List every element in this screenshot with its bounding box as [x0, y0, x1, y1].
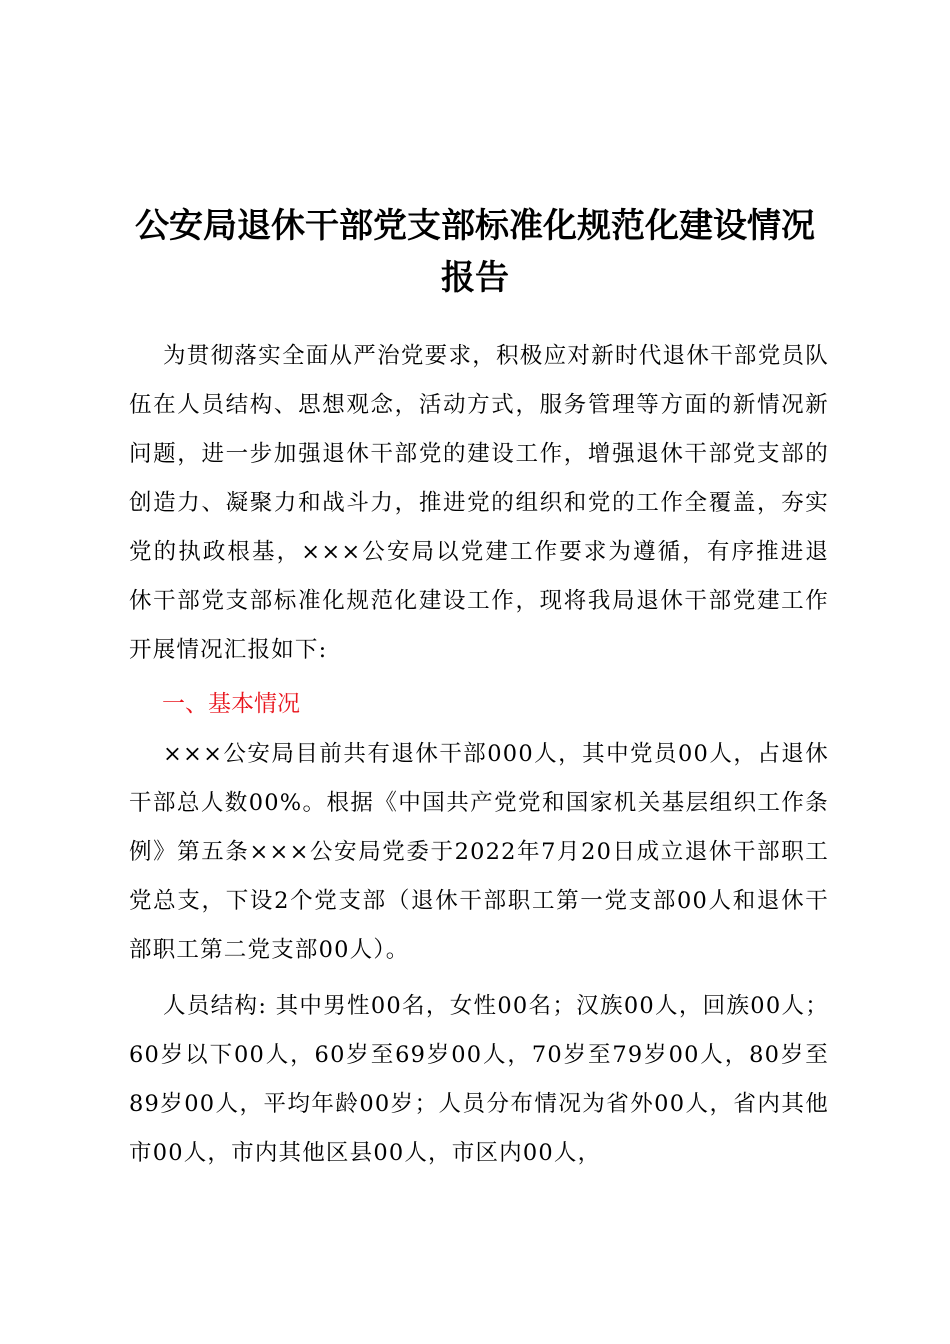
- title-line-1: 公安局退休干部党支部标准化规范化建设情况: [135, 206, 815, 246]
- intro-block: [129, 332, 829, 675]
- title-line-2: 报告: [441, 258, 509, 298]
- section-heading-basic-info: 一、基本情况: [162, 691, 300, 717]
- section1-block-2: [129, 982, 829, 1178]
- section1-paragraph-1: ×××公安局目前共有退休干部000人，其中党员00人，占退休干部总人数00%。根据《中国共产党党和国家机关基层组织工作条例》第五条×××公安局党委于2022年7月20日成立退休干部职工党总支，下设2个党支部（退休干部职工第一党支部00人和退休干部职工第二党支部00人）。: [129, 741, 829, 963]
- section1-block-1: [129, 730, 829, 975]
- intro-paragraph: 为贯彻落实全面从严治党要求，积极应对新时代退休干部党员队伍在人员结构、思想观念，活动方式，服务管理等方面的新情况新问题，进一步加强退休干部党的建设工作，增强退休干部党支部的创造力、凝聚力和战斗力，推进党的组织和党的工作全覆盖，夯实党的执政根基，×××公安局以党建工作要求为遵循，有序推进退休干部党支部标准化规范化建设工作，现将我局退休干部党建工作开展情况汇报如下:: [129, 343, 829, 663]
- section1-paragraph-2: 人员结构: 其中男性00名，女性00名；汉族00人，回族00人；60岁以下00人，60岁至69岁00人，70岁至79岁00人，80岁至89岁00人，平均年龄00岁；人员分布情况为省外00人，省内其他市00人，市内其他区县00人，市区内00人，: [129, 993, 829, 1166]
- document-title: [100, 200, 850, 304]
